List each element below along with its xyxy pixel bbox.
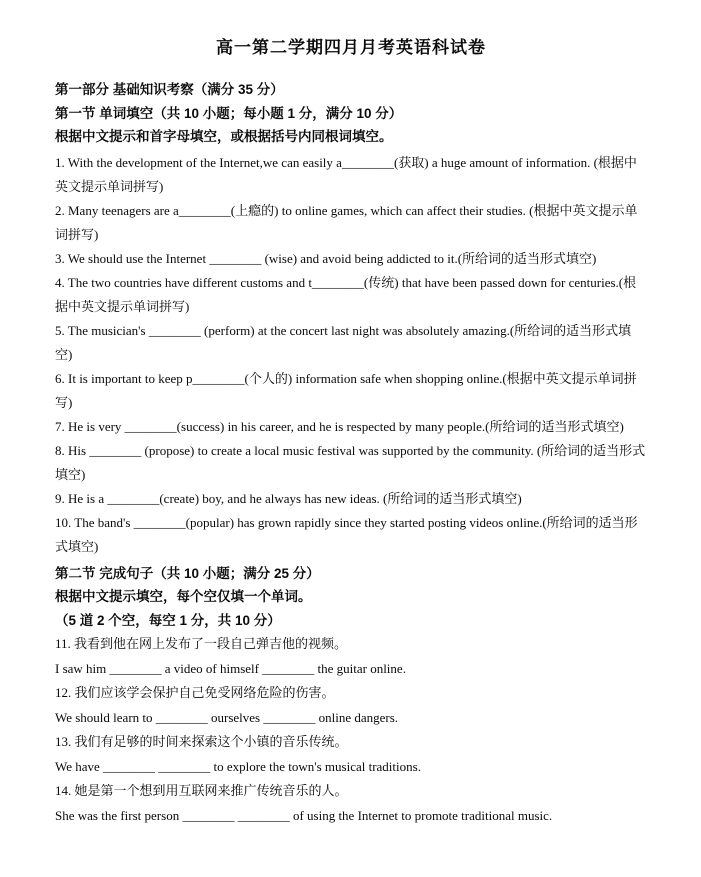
question-6: 6. It is important to keep p________(个人的) information safe when shopping online.(根据中英文提示单词拼写) [55,370,637,410]
question-3: 3. We should use the Internet ________ (wise) and avoid being addicted to it.(所给词的适当形式填空) [55,250,597,266]
section2-heading: 第二节 完成句子（共 10 小题；满分 25 分） [55,565,320,581]
question-13 [55,730,647,779]
question-9: 9. He is a ________(create) boy, and he always has new ideas. (所给词的适当形式填空) [55,490,522,506]
section2 [55,562,647,829]
question-13-chinese: 13. 我们有足够的时间来探索这个小镇的音乐传统。 [55,734,348,749]
question-14-english: She was the first person ________ ________ of using the Internet to promote traditional music. [55,807,553,823]
question-13-english: We have ________ ________ to explore the town's musical traditions. [55,758,421,774]
page-title: 高一第二学期四月月考英语科试卷 [216,38,486,57]
question-7: 7. He is very ________(success) in his career, and he is respected by many people.(所给词的适当形式填空) [55,418,624,434]
question-2: 2. Many teenagers are a________(上瘾的) to online games, which can affect their studies. (根据中英文提示单词拼写) [55,202,638,242]
question-5: 5. The musician's ________ (perform) at the concert last night was absolutely amazing.(所给词的适当形式填空) [55,322,632,362]
question-12-english: We should learn to ________ ourselves ________ online dangers. [55,709,399,725]
question-11 [55,632,647,681]
section1-question-list [55,151,647,559]
question-4: 4. The two countries have different customs and t________(传统) that have been passed down for centuries.(根据中英文提示单词拼写) [55,274,637,314]
section2-note: （5 道 2 个空，每空 1 分，共 10 分） [55,612,281,628]
question-11-english: I saw him ________ a video of himself ________ the guitar online. [55,660,406,676]
section1-heading: 第一节 单词填空（共 10 小题；每小题 1 分，满分 10 分） [55,105,403,121]
part1-heading: 第一部分 基础知识考察（满分 35 分） [55,82,284,97]
question-8: 8. His ________ (propose) to create a local music festival was supported by the community. (所给词的适当形式填空) [55,442,646,482]
question-11-chinese: 11. 我看到他在网上发布了一段自己弹吉他的视频。 [55,636,348,651]
question-12 [55,681,647,730]
question-10: 10. The band's ________(popular) has grown rapidly since they started posting videos online.(所给词的适当形式填空) [55,514,638,554]
question-14 [55,779,647,828]
section1-instruction: 根据中文提示和首字母填空，或根据括号内同根词填空。 [55,129,393,144]
section2-instruction: 根据中文提示填空，每个空仅填一个单词。 [55,589,312,604]
question-14-chinese: 14. 她是第一个想到用互联网来推广传统音乐的人。 [55,783,348,798]
question-1: 1. With the development of the Internet,we can easily a________(获取) a huge amount of information. (根据中英文提示单词拼写) [55,154,637,194]
question-12-chinese: 12. 我们应该学会保护自己免受网络危险的伤害。 [55,685,335,700]
